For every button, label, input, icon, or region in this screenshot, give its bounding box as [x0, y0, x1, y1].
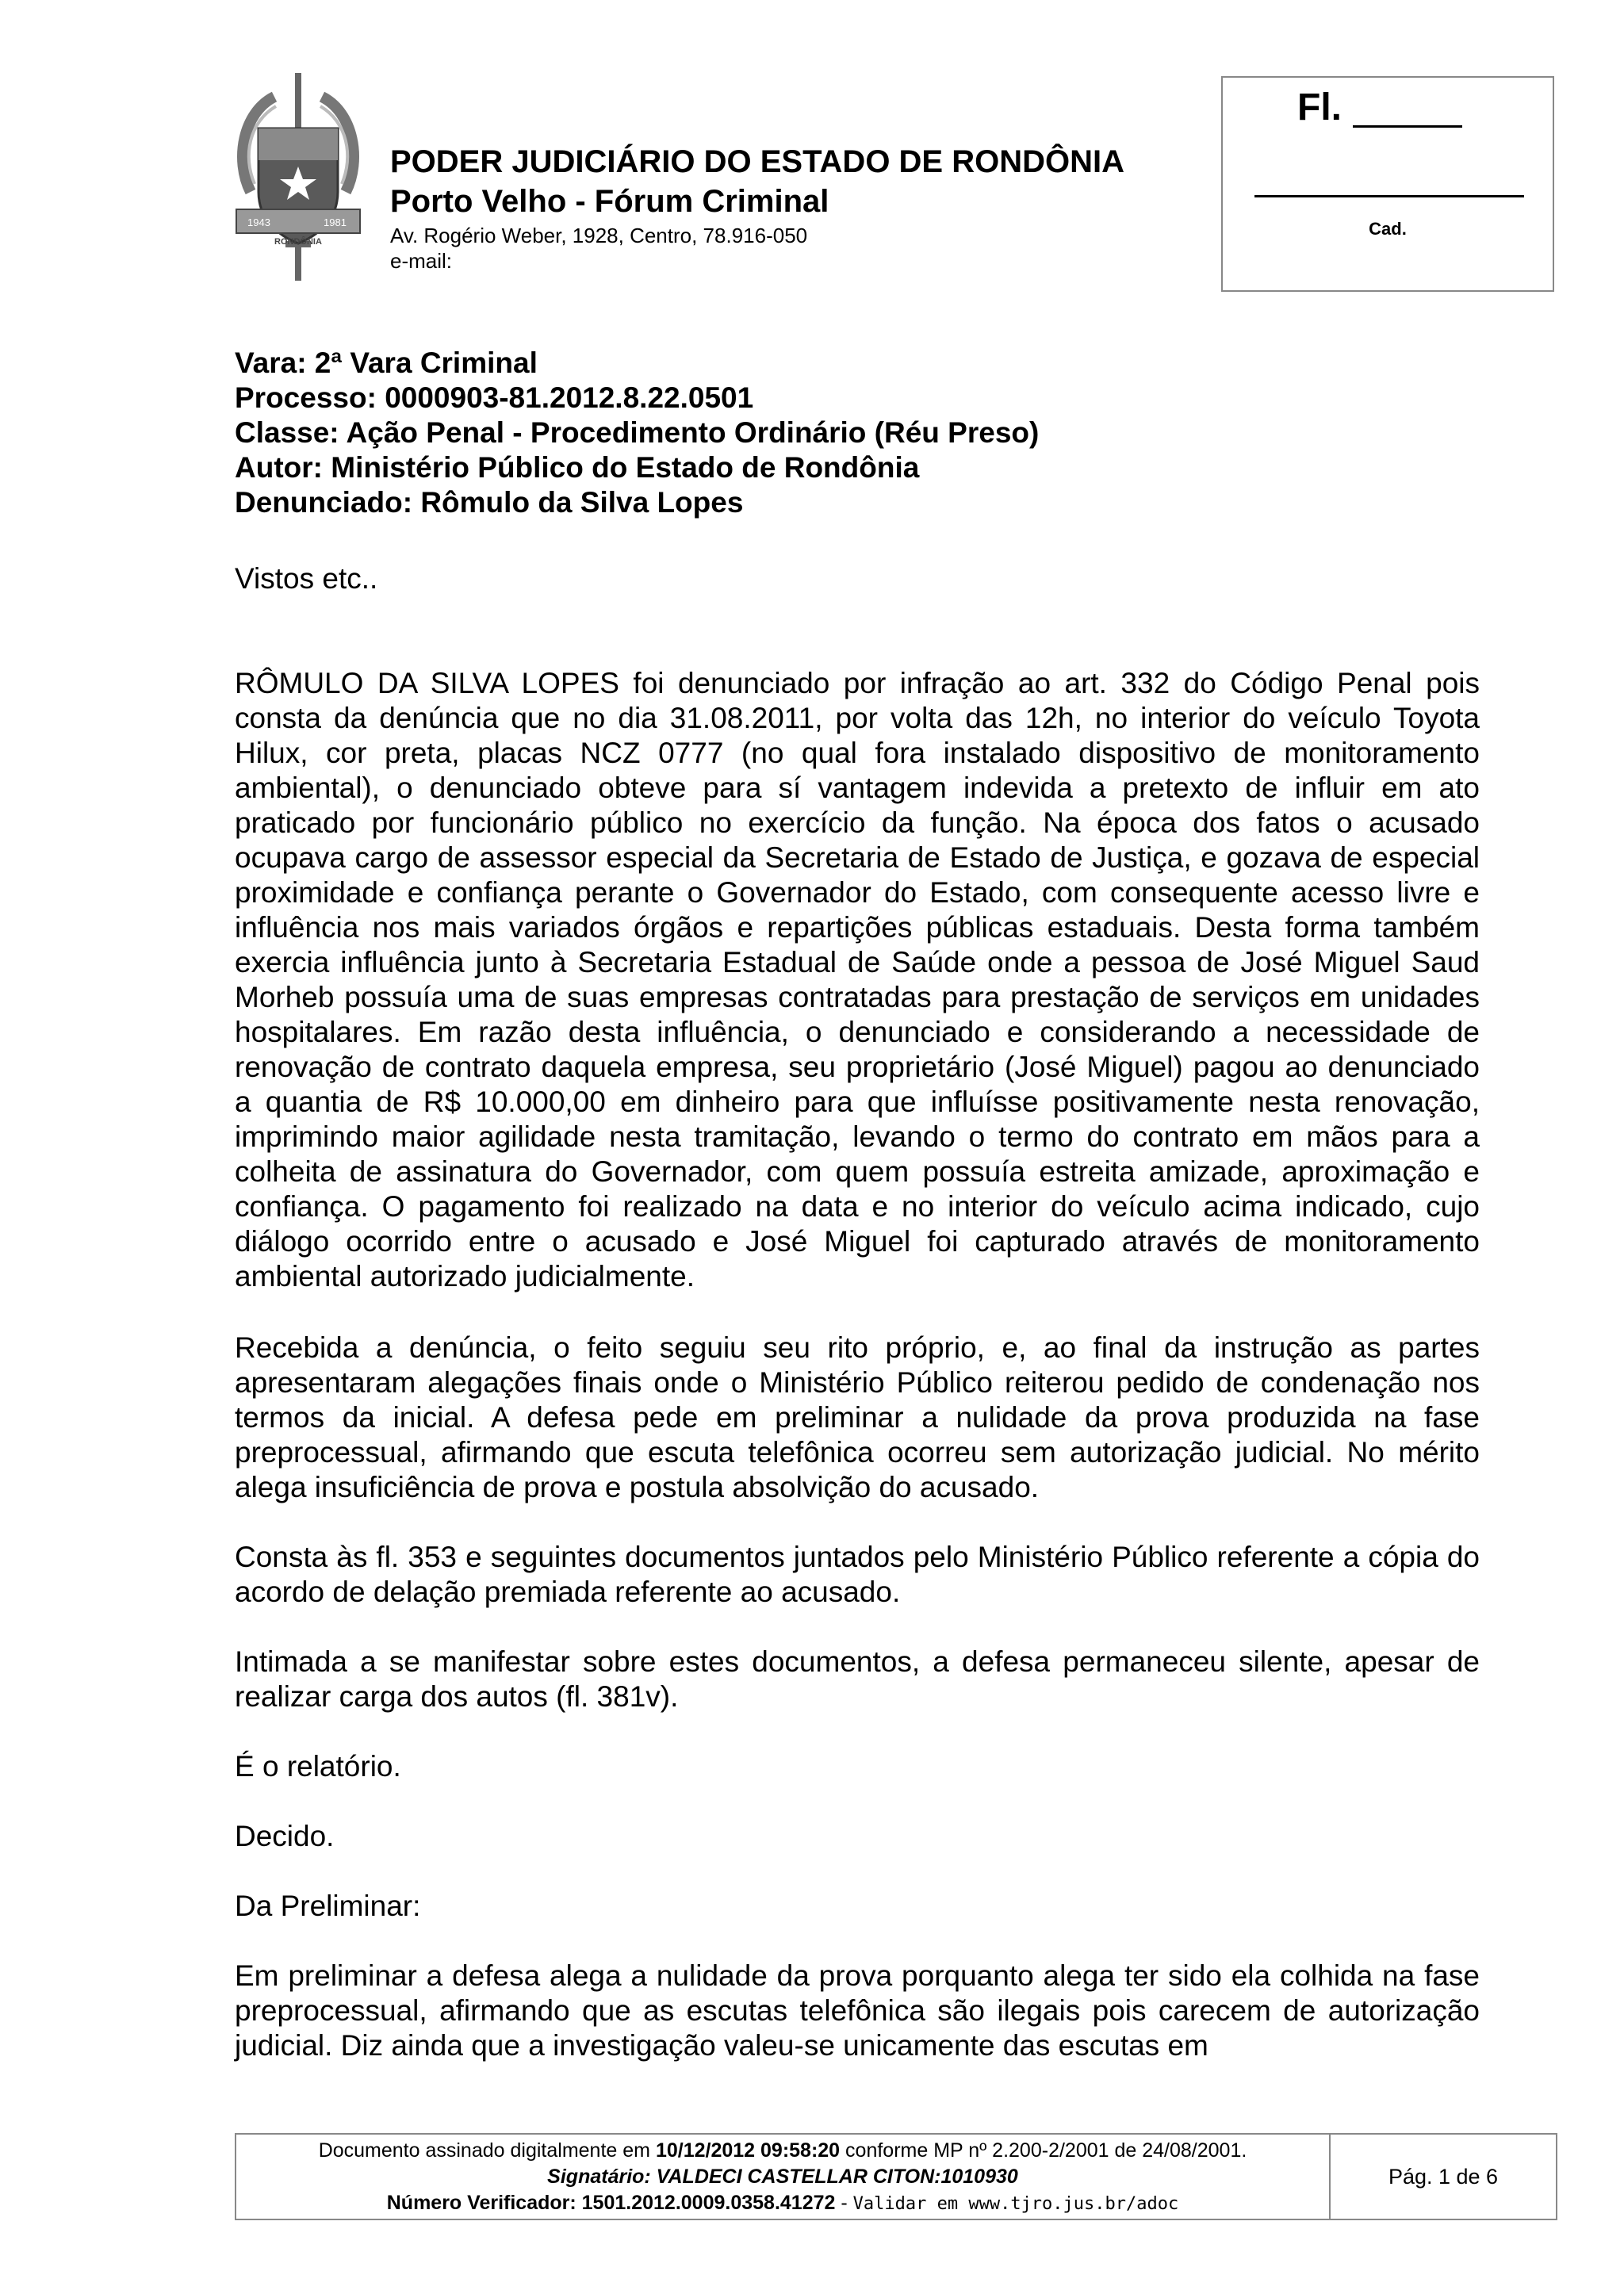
folio-number-blank [1353, 125, 1462, 128]
signature-info [236, 2135, 1331, 2219]
court-subtitle: Porto Velho - Fórum Criminal [390, 184, 829, 219]
case-autor: Autor: Ministério Público do Estado de Rondônia [235, 451, 920, 484]
signatory-line: Signatário: VALDECI CASTELLAR CITON:1010930 [547, 2166, 1018, 2188]
court-address: Av. Rogério Weber, 1928, Centro, 78.916-050 [390, 224, 808, 247]
decido-line: Decido. [235, 1820, 335, 1852]
case-info [235, 346, 1039, 520]
page-number: Pág. 1 de 6 [1388, 2164, 1499, 2189]
validate-link[interactable]: Validar em www.tjro.jus.br/adoc [852, 2194, 1179, 2214]
relatorio-line: É o relatório. [235, 1750, 401, 1783]
paragraph-instrucao: Recebida a denúncia, o feito seguiu seu rito próprio, e, ao final da instrução as partes apresentaram alegações finais onde o Ministério Público reiterou pedido de condenação nos termos da inicial. A defesa pede em preliminar a nulidade da prova produzida na fase preprocessual, afirmando que escuta telefônica ocorreu sem autorização judicial. No mérito alega insuficiência de prova e postula absolvição do acusado. [235, 1331, 1480, 1503]
court-email: e-mail: [390, 249, 453, 273]
seal-label: RONDÔNIA [274, 237, 322, 247]
seal-year-right: 1981 [324, 216, 347, 228]
court-title: PODER JUDICIÁRIO DO ESTADO DE RONDÔNIA [390, 144, 1124, 179]
cad-signature-line [1254, 195, 1524, 197]
signature-footer [235, 2133, 1557, 2220]
case-vara: Vara: 2ª Vara Criminal [235, 347, 538, 379]
seal-year-left: 1943 [247, 216, 270, 228]
case-denunciado: Denunciado: Rômulo da Silva Lopes [235, 486, 744, 519]
paragraph-preliminar: Em preliminar a defesa alega a nulidade da prova porquanto alega ter sido ela colhida na fase preprocessual, afirmando que as escutas telefônica são ilegais pois carecem de autorização judicial. Diz ainda que a investigação valeu-se unicamente das escutas em [235, 1959, 1480, 2062]
cad-label: Cad. [1369, 219, 1407, 239]
vistos-line: Vistos etc.. [235, 562, 378, 595]
paragraph-fl353: Consta às fl. 353 e seguintes documentos juntados pelo Ministério Público referente a cópia do acordo de delação premiada referente ao acusado. [235, 1541, 1480, 1608]
signed-datetime: 10/12/2012 09:58:20 [655, 2139, 841, 2162]
case-processo: Processo: 0000903-81.2012.8.22.0501 [235, 381, 754, 414]
folio-label: Fl. [1297, 86, 1342, 128]
preliminar-heading: Da Preliminar: [235, 1890, 421, 1922]
paragraph-intimada: Intimada a se manifestar sobre estes documentos, a defesa permaneceu silente, apesar de realizar carga dos autos (fl. 381v). [235, 1645, 1480, 1713]
state-seal-icon [235, 73, 362, 285]
verifier-line: Número Verificador: 1501.2012.0009.0358.41272 - Validar em www.tjro.jus.br/adoc [386, 2192, 1179, 2214]
folio-box [1221, 76, 1554, 292]
signed-line: Documento assinado digitalmente em 10/12/2012 09:58:20 conforme MP nº 2.200-2/2001 de 24/08/2001. [318, 2139, 1247, 2162]
case-classe: Classe: Ação Penal - Procedimento Ordinário (Réu Preso) [235, 416, 1040, 449]
paragraph-denuncia: RÔMULO DA SILVA LOPES foi denunciado por infração ao art. 332 do Código Penal pois consta da denúncia que no dia 31.08.2011, por volta das 12h, no interior do veículo Toyota Hilux, cor preta, placas NCZ 0777 (no qual fora instalado dispositivo de monitoramento ambiental), o denunciado obteve para sí vantagem indevida a pretexto de influir em ato praticado por funcionário público no exercício da função. Na época dos fatos o acusado ocupava cargo de assessor especial da Secretaria de Estado de Justiça, e gozava de especial proximidade e confiança perante o Governador do Estado, com consequente acesso livre e influência nos mais variados órgãos e repartições públicas estaduais. Desta forma também exercia influência junto à Secretaria Estadual de Saúde onde a pessoa de José Miguel Saud Morheb possuía uma de suas empresas contratadas para prestação de serviços em unidades hospitalares. Em razão desta influência, o denunciado e considerando a necessidade de renovação de contrato daquela empresa, seu proprietário (José Miguel) pagou ao denunciado a quantia de R$ 10.000,00 em dinheiro para que influísse positivamente nesta renovação, imprimindo maior agilidade nesta tramitação, levando o termo do contrato em mãos para a colheita de assinatura do Governador, com quem possuía estreita amizade, aproximação e confiança. O pagamento foi realizado na data e no interior do veículo acima indicado, cujo diálogo ocorrido entre o acusado e José Miguel foi capturado através de monitoramento ambiental autorizado judicialmente. [235, 667, 1480, 1293]
